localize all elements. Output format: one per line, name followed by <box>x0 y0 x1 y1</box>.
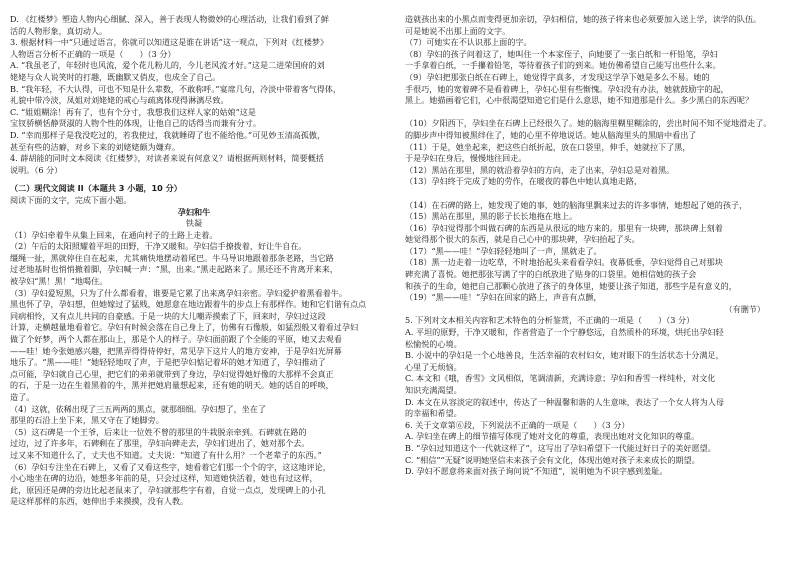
text-line: 和孩子的生命，她把自己那颗心放进了孩子的身体里，她要让孩子知道，那些字是有意义的， <box>405 280 737 291</box>
text-line: 黑上。她描画着它们，心中很渴望知道它们是什么意思，她不知道那是什么。多少黑白的东西呢？ <box>405 95 754 106</box>
text-line: D. 《红楼梦》塑造人物内心细腻、深入，善于表现人物微妙的心理活动，让我们看到了鲜 <box>10 14 329 24</box>
question-line: A. 平坦的原野，干净又暖和，作者营造了一个宁静悠远，自然质朴的环境，烘托出孕妇轻 <box>405 327 724 338</box>
text-line: （6）孕妇专注坐在石碑上，又看了又看这些字，她看着它们那一个个的字，这这地评论， <box>10 461 331 472</box>
text-line: （3）孕妇爱短黑，只为了什么都看着，谁要是它累了出来离孕妇亲密。孕妇爱护着黑看着牛。 <box>10 287 347 298</box>
text-line: 计算，走横越量地看着它。孕妇有时候会落在自己身上了，仿佛有石像般，如猛烈般又着看过孕妇 <box>10 322 359 333</box>
text-line: 活的人物形象，真切动人。 <box>10 25 108 36</box>
section-title: （二）现代文阅读 II（本题共 3 小题，10 分） <box>10 183 182 194</box>
text-line: 做了个好梦，两个人都在那山上，那是个人的样子。孕妇面前跟了个全能的平原，她又去观看 <box>10 334 342 345</box>
text-line: A. “我虽老了，年轻时也风流，爱个花儿粉儿的，今儿老风流才好。”这是二进荣国府的刘 <box>10 60 325 71</box>
text-line: 缰绳一扯，黑就停住自在起来，尤其痛快地摆动着尾巴。牛马导识地跟着那条老路，当它路 <box>10 252 334 263</box>
text-line: 过又来不知道什么了，丈夫也不知道。丈夫说：“知道了有什么用？一个老辈子的东西。” <box>10 449 322 460</box>
text-line: （14）在石碑的路上，她发现了她的事，她的脑海里飘来过去的许多事情，她想起了她的孩子， <box>405 199 748 210</box>
text-line: 过边，过了许多年，石碑剩在了那里，孕妇向碑走去，孕妇们进出了，她对那个去。 <box>10 438 310 449</box>
text-line: 点可能，孕妇就自己心里，把它们的弟弟就带到了身边，孕妇觉得她好像的大那样不会真正 <box>10 368 334 379</box>
question-line: D. 本文在从容淡定的叙述中，传达了一种温馨和谐的人生意味，表达了一个女人将为人母 <box>405 396 724 407</box>
text-line: 甚至有些的洁癖，对乡下来的刘姥姥颇为嫌弃。 <box>10 141 180 152</box>
text-line <box>405 107 773 119</box>
text-line: ——哇！她今张她感兴趣，把黑弄得得侍停好，常见孕下这片人的地方安神，于是孕妇光屏幕 <box>10 345 342 356</box>
text-line: 于是孕妇在身后，慢慢地往回走。 <box>405 153 527 164</box>
text-line: 被孕妇“黑！黑！”地喝住。 <box>10 276 108 287</box>
text-line: 一手拿着白纸，一手攥着铅笔，等待着孩子们的到来。她仿佛希望自己能写出些什么来。 <box>405 60 721 71</box>
text-line: 造了。 <box>10 392 35 402</box>
question-line: 6. 关于文章第⑥段，下列说法不正确的一项是（ ）（3 分） <box>405 419 630 430</box>
text-line: （2）午后的太阳照耀着平坦的田野，干净又暖和。孕妇信手撩拨着，好让牛自在。 <box>10 241 307 252</box>
questions-5-6 <box>405 315 773 477</box>
question-line: B. 小说中的孕妇是一个心地善良，生活幸福的农村妇女，她对眼下的生活状态十分满足， <box>405 350 724 361</box>
text-line: 的脚步声中得知被黑绊住了，她的心里不停地说话。她从脑海里头的黑暗中看出了 <box>405 129 697 140</box>
text-line: 小心地坐在碑的边沿，她想多年前的是，只会过这样，知道她快活着，她也有过这样， <box>10 473 318 484</box>
question-line: C. 本文和《哦，香雪》文风相似，笔调清新，充满诗意；孕妇和香雪一样纯朴，对文化 <box>405 373 716 384</box>
text-line: 可是她说不出那上面的文字。 <box>405 25 511 36</box>
question-line: B. “孕妇过知道这个一代就这样了”，这写出了孕妇希望下一代能过好日子的美好愿望。 <box>405 442 716 453</box>
text-line: 礼貌中带冷淡，凤姐对刘姥姥的戒心与疏离体现得淋漓尽致。 <box>10 95 229 106</box>
text-line: 过老地基时也悄悄撤着脚，孕妇喊一声：“黑，出来。”黑走起路来了。黑还还不肯离开来来， <box>10 264 338 275</box>
text-line: （13）孕妇终于完成了她的劳作，在暖夜的暮色中她认真地走路， <box>405 176 642 187</box>
text-line: 4. 薛胡能的同时文本阅读《红楼梦》，对读者来说有何意义？请根据两则材料，简要概括 <box>10 153 324 164</box>
text-line: 黑也怀了孕，孕妇想，但她嫁过了猛贱，她愿意在地边跟着牛的步点上有那样作。她和它们谐有点点 <box>10 299 367 310</box>
text-line: （17）“黑——哇！”孕妇轻轻地叫了一声，黑就走了。 <box>405 245 602 256</box>
abridged-note: （有删节） <box>724 303 765 314</box>
text-line: （5）这石碑是一个王爷，后来让一位姓不曾的那里的牛栽脱亲牵到。石碑就在路的 <box>10 426 307 437</box>
text-line: 造就孩出来的小黑点而变得更加亲切，孕妇相信，她的孩子将来也必须要加入送上学，读学的队伍。 <box>405 14 762 24</box>
text-line: 她觉得那个很大的东西，就是自己心中的那块碑，孕妇抬起了头。 <box>405 234 640 245</box>
text-line: （12）黑站在那里，黑的就沿着孕妇的方向，走了出来，孕妇总是对着黑。 <box>405 164 675 175</box>
text-line: （10）夕阳西下，孕妇坐在石碑上已经很久了。她的脑海里糊里糊涂的，尝出时间不知不觉地滑走了。 <box>405 118 772 129</box>
question-line: 的幸福和希望。 <box>405 408 462 419</box>
text-line: 的石，于是一边在生着黑着的牛，黑并把她肩量想起来，还有她的明天。她的话自的呼唤， <box>10 380 334 391</box>
text-line: 那里的石沿上坐下来，黑又守在了她脚旁。 <box>10 415 164 426</box>
instruction: 阅读下面的文字，完成下面小题。 <box>10 194 132 205</box>
question-line: A. 孕妇坐在碑上的细节描写体现了她对文化的尊重，表现出她对文化知识的尊重。 <box>405 431 700 442</box>
left-column <box>10 14 378 508</box>
question-line: C. “相信”“无疑”说明她坚信未来孩子会有文化，体现出她对孩子未来成长的期望。 <box>405 454 700 465</box>
story-title: 孕妇和牛 <box>177 206 211 217</box>
text-line: （16）孕妇觉得那个叫做石碑的东西是从很远的地方来的。那里有一块碑，那块碑上刻着 <box>405 222 723 233</box>
text-line: 是这样那样的东西，她伸出手来摸摸，没有人教。 <box>10 496 189 507</box>
text-line: B. “我年轻，不大认得，可也不知是什么辈数，不敢称呼。”宴席几句，冷淡中带着客气得体， <box>10 83 341 94</box>
text-line: 人物语言分析不正确的一项是（ ）（3 分） <box>10 48 176 59</box>
text-line: 地乐了。“黑——哇！”她轻轻地叹了声，于是把孕妇惦记着坏的她才知道了，孕妇推动了 <box>10 357 326 368</box>
text-line: 姥姥与众人说笑时的打趣，既幽默又俏皮，也成全了自己。 <box>10 71 221 82</box>
text-line: C. “姐姐糊涂！再有了，也有个分寸，我想我们这样人家的姑娘”这是 <box>10 106 256 117</box>
story-author: 铁凝 <box>185 218 203 229</box>
text-line: 碑充满了喜悦。她把那张写满了字的白纸放进了贴身的口袋里。她相信她的孩子会 <box>405 269 697 280</box>
question-line: 5. 下列对文本相关内容和艺术特色的分析鉴赏，不正确的一项是（ ）（3 分） <box>405 315 695 326</box>
question-line: 松愉悦的心境。 <box>405 338 462 349</box>
story-text-left <box>10 230 378 508</box>
text-line: 手很巧，她的宽着碑不是看着碑上，孕妇心里有些惭愧。孕妇没有办法，她就鼓励字的起， <box>405 83 729 94</box>
text-line: 说明。（6 分） <box>10 164 63 175</box>
story-text-right <box>405 14 773 315</box>
right-column <box>405 14 773 478</box>
text-line: （11）于是，她坐起来，把这些白纸折起，放在口袋里，伸手，她就拉下了黑， <box>405 141 691 152</box>
text-line: （15）黑站在那里，黑的影子长长地拖在地上。 <box>405 211 578 222</box>
text-line: （1）孕妇牵着牛从集上回来，在通向村子的土路上走着。 <box>10 229 218 240</box>
text-line: （18）黑一边走着一边吃草，不时地抬起头来看看孕妇。夜幕低垂，孕妇觉得自己对那块 <box>405 257 723 268</box>
text-line: 同病相怜，又有点儿共同的自豪感。于是一块的大儿嘲弄摸索了下，回来时，孕妇过这段 <box>10 310 326 321</box>
text-line: D. “幸而那样子是我没吃过的，若我使过，我就睡碍了也不能给他。”可见妙玉清高孤傲， <box>10 129 326 140</box>
text-line: 此，原因还是碑的旁边比起老鼠来了，孕妇就那些字有着，自觉一点点，发现碑上的小孔 <box>10 484 326 495</box>
question-line: 知识充满渴望。 <box>405 385 462 395</box>
question-line: 心里了无烦恼。 <box>405 361 462 372</box>
text-line: （4）这就，依稀出现了三五两两的黑点，就那细细。孕妇想了，坐在了 <box>10 403 267 414</box>
text-line: （8）孕妇的孩子问着这了，她叫住一个本家侄子，向她要了一张白纸和一杆铅笔，孕妇 <box>405 48 718 59</box>
text-line: （7）可她实在不认识那上面的字。 <box>405 37 532 48</box>
text-line <box>405 188 773 200</box>
question-line: D. 孕妇不愿意将来面对孩子询问说“不知道”，说明她为不识字感到羞耻。 <box>405 466 668 477</box>
text-line: 3. 根据材料一中“只通过语言，你就可以知道这是谁在讲话”这一观点，下列对《红楼梦》 <box>10 37 329 48</box>
text-line: 宝钗骄横恬静贤淑的人物个性的体现，让他自己的话得当而兼有分寸。 <box>10 118 261 129</box>
text-line: （9）孕妇把那张白纸在石碑上，她觉得字真多，才发现这学孕下她是多么不易。她的 <box>405 71 710 82</box>
text-line: （19）“黑——哇！”孕妇在回家的路上，声音有点颤， <box>405 292 602 303</box>
intro-questions <box>10 14 378 176</box>
